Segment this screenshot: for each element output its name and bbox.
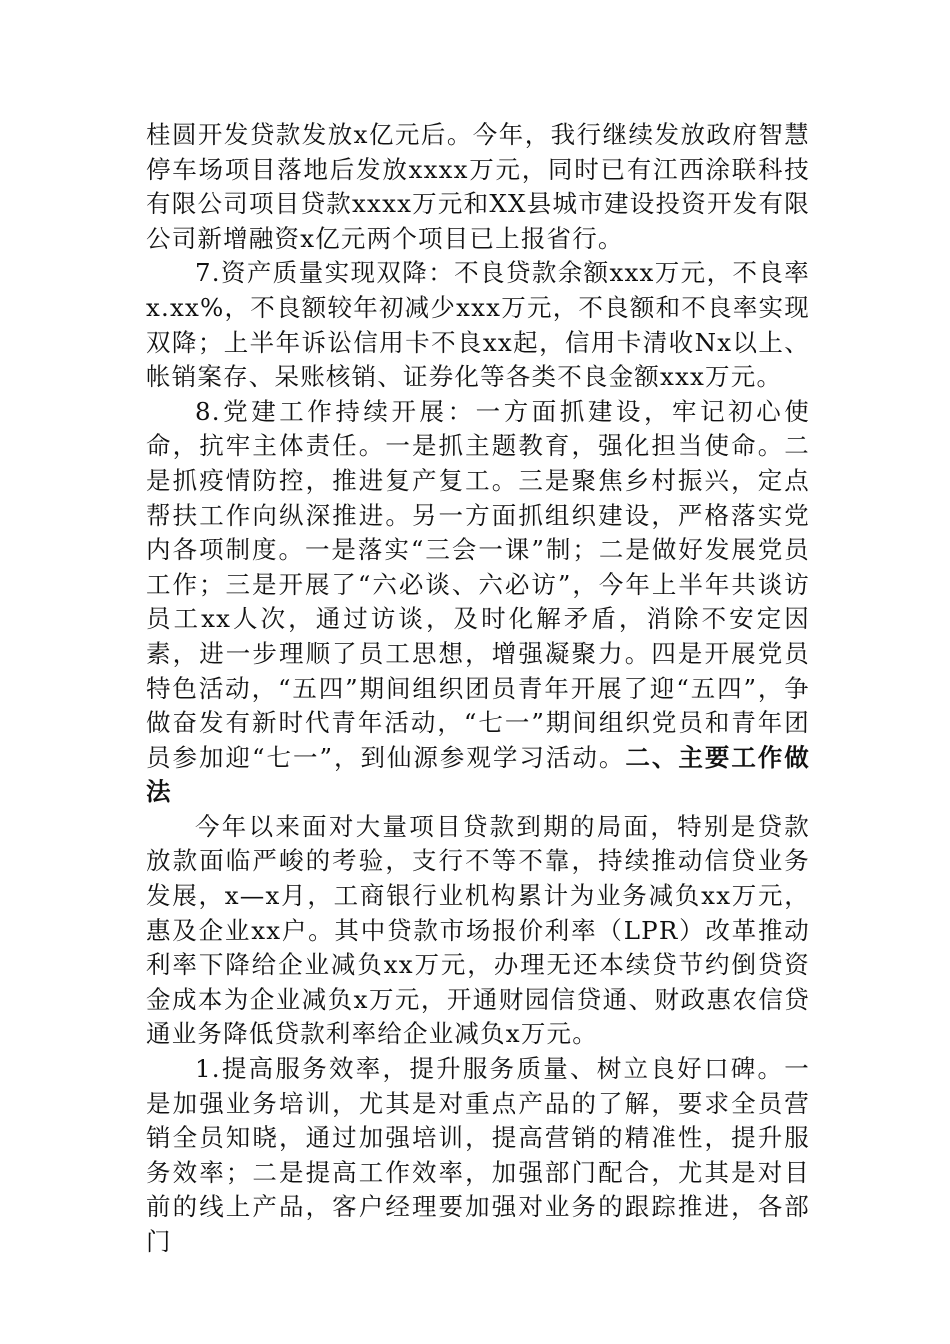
paragraph-text: 桂圆开发贷款发放x亿元后。今年，我行继续发放政府智慧停车场项目落地后发放xxxx万元，同时已有江西涂联科技有限公司项目贷款xxxx万元和XX县城市建设投资开发有限公司新增融资x亿元两个项目已上报省行。 bbox=[146, 120, 810, 253]
paragraph-text: 7.资产质量实现双降：不良贷款余额xxx万元，不良率x.xx%，不良额较年初减少xxx万元，不良额和不良率实现双降；上半年诉讼信用卡不良xx起，信用卡清收Nx以上、帐销案存、呆账核销、证券化等各类不良金额xxx万元。 bbox=[146, 258, 810, 392]
paragraph-text: 今年以来面对大量项目贷款到期的局面，特别是贷款放款面临严峻的考验，支行不等不靠，持续推动信贷业务发展，x—x月，工商银行业机构累计为业务减负xx万元，惠及企业xx户。其中贷款市场报价利率（LPR）改革推动利率下降给企业减负xx万元，办理无还本续贷节约倒贷资金成本为企业减负x万元，开通财园信贷通、财政惠农信贷通业务降低贷款利率给企业减负x万元。 bbox=[146, 811, 810, 1049]
paragraph-loan-projects bbox=[146, 118, 810, 256]
paragraph-service-efficiency bbox=[146, 1052, 810, 1260]
paragraph-party-building bbox=[146, 395, 810, 810]
paragraph-text: 8.党建工作持续开展：一方面抓建设，牢记初心使命，抗牢主体责任。一是抓主题教育，强化担当使命。二是抓疫情防控，推进复产复工。三是聚焦乡村振兴，定点帮扶工作向纵深推进。另一方面抓组织建设，严格落实党内各项制度。一是落实“三会一课”制；二是做好发展党员工作；三是开展了“六必谈、六必访”，今年上半年共谈访员工xx人次，通过访谈，及时化解矛盾，消除不安定因素，进一步理顺了员工思想，增强凝聚力。四是开展党员特色活动，“五四”期间组织团员青年开展了迎“五四”，争做奋发有新时代青年活动，“七一”期间组织党员和青年团员参加迎“七一”，到仙源参观学习活动。 bbox=[146, 396, 810, 772]
paragraph-text: 1.提高服务效率，提升服务质量、树立良好口碑。一是加强业务培训，尤其是对重点产品的了解，要求全员营销全员知晓，通过加强培训，提高营销的精准性，提升服务效率；二是提高工作效率，加强部门配合，尤其是对目前的线上产品，客户经理要加强对业务的跟踪推进，各部门 bbox=[146, 1054, 810, 1256]
document-page bbox=[146, 118, 810, 1260]
section-heading-main-practices: 二、主要工作做法 bbox=[146, 742, 810, 807]
paragraph-asset-quality bbox=[146, 256, 810, 394]
paragraph-credit-business bbox=[146, 810, 810, 1052]
